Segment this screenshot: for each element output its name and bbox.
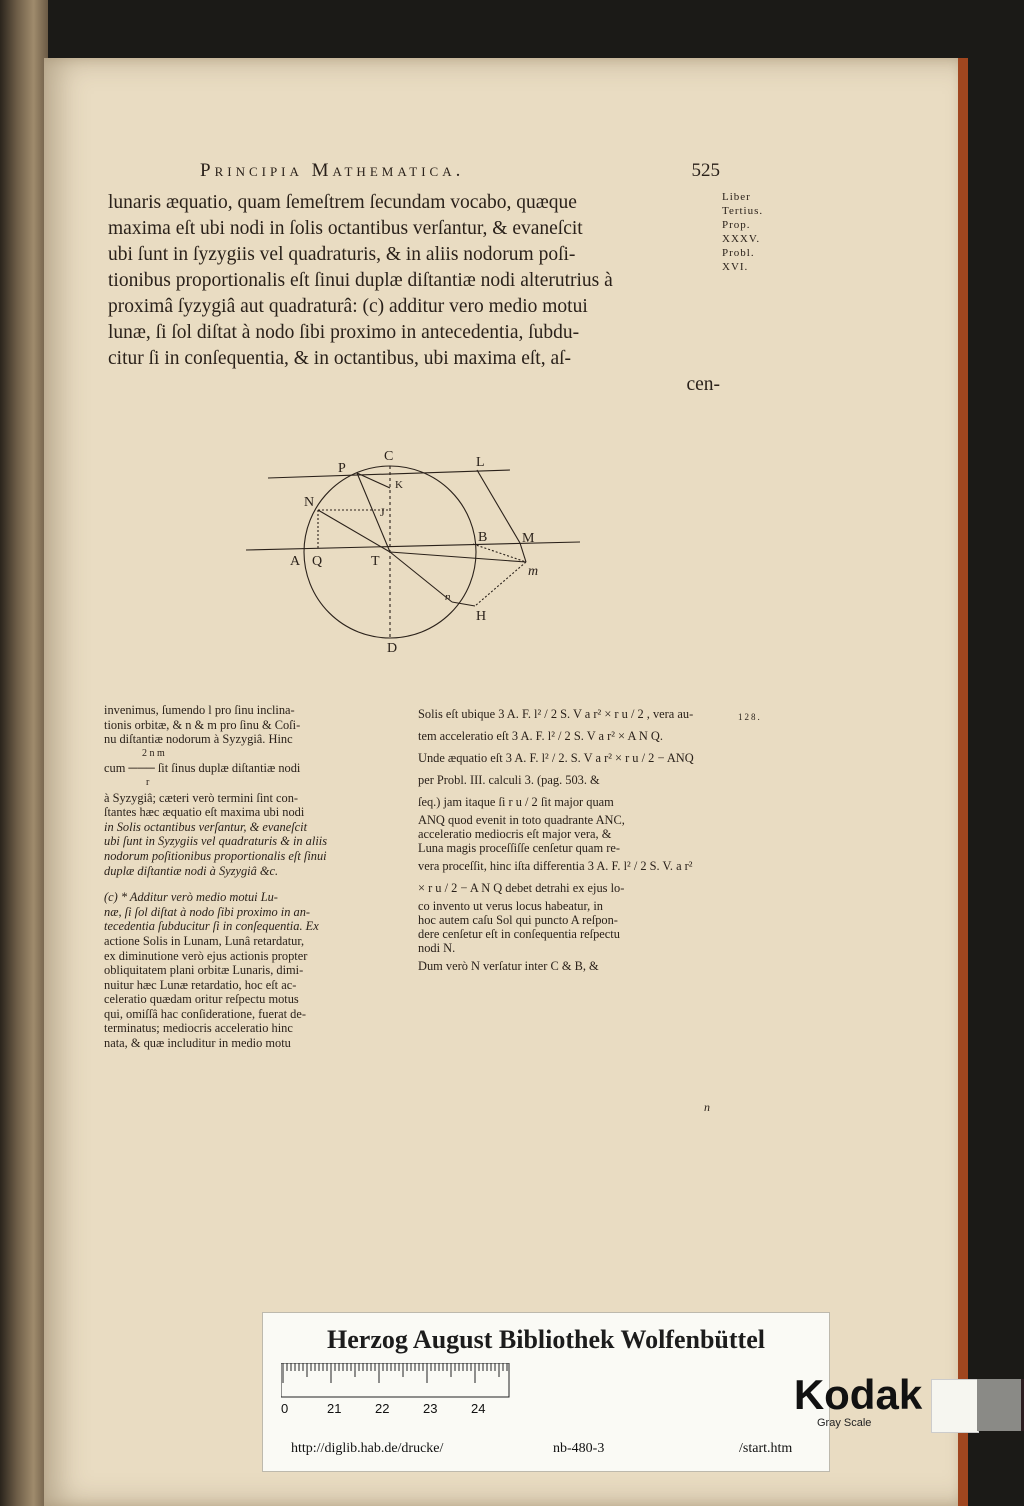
- ruler-number: 22: [375, 1401, 390, 1416]
- label-n: N: [304, 495, 315, 510]
- main-catchword: cen-: [686, 374, 720, 395]
- commentary-line: invenimus, ſumendo l pro ſinu inclina-: [104, 703, 295, 717]
- margin-note-line: Liber: [722, 191, 751, 203]
- main-paragraph: [108, 190, 720, 398]
- geometric-diagram: [230, 440, 590, 660]
- gray-scale-label: Gray Scale: [817, 1417, 872, 1429]
- white-patch: [931, 1379, 979, 1433]
- commentary-line: nu diſtantiæ nodorum à Syzygiâ. Hinc: [104, 732, 293, 747]
- label-k: K: [395, 479, 403, 491]
- commentary-line: Luna magis proceſſiſſe cenſetur quam re-: [418, 841, 620, 855]
- commentary-line: næ, ſi ſol diſtat à nodo ſibi proximo in an-: [104, 904, 311, 919]
- label-m-small: m: [528, 564, 539, 579]
- commentary-line: vera proceſſit, hinc iſta differentia 3 A. F. l² / 2 S. V. a r²: [418, 859, 693, 873]
- commentary-gap: [104, 878, 400, 890]
- label-t: T: [371, 554, 380, 569]
- label-d: D: [387, 641, 398, 656]
- commentary-line: ſeq.) jam itaque ſi r u / 2 ſit major quam: [418, 795, 614, 809]
- commentary-line: tionis orbitæ, & n & m pro ſinu & Coſi-: [104, 717, 301, 732]
- margin-note: [722, 190, 802, 274]
- ruler-scale: [281, 1363, 777, 1403]
- label-m: M: [522, 531, 535, 546]
- label-j: J: [380, 505, 385, 519]
- commentary-line: ſtantes hæc æquatio eſt maxima ubi nodi: [104, 805, 305, 820]
- main-line: citur ſi in conſequentia, & in octantibus, ubi maxima eſt, aſ-: [108, 348, 572, 369]
- main-line: maxima eſt ubi nodi in ſolis octantibus verſantur, & evaneſcit: [108, 218, 583, 239]
- diagram-svg: [230, 440, 590, 660]
- commentary-line: per Probl. III. calculi 3. (pag. 503. &: [418, 773, 600, 787]
- main-line: ubi ſunt in ſyzygiis vel quadraturis, & in aliis nodorum poſi-: [108, 244, 576, 265]
- label-b: B: [478, 530, 488, 545]
- commentary-line: tem acceleratio eſt 3 A. F. l² / 2 S. V a r² × A N Q.: [418, 729, 663, 743]
- main-line: lunæ, ſi ſol diſtat à nodo ſibi proximo in antecedentia, ſubdu-: [108, 322, 580, 343]
- commentary-line: ubi ſunt in Syzygiis vel quadraturis & in aliis: [104, 834, 328, 849]
- commentary-line: 2 n m: [142, 747, 165, 759]
- library-color-card: [262, 1312, 923, 1472]
- line-nh: [452, 602, 475, 606]
- ruler-number: 23: [423, 1401, 438, 1416]
- column-margin-number: 128.: [738, 712, 762, 722]
- main-line: proximâ ſyzygiâ aut quadraturâ: (c) additur vero medio motui: [108, 296, 588, 317]
- commentary-line: cum ─── ſit ſinus duplæ diſtantiæ nodi: [104, 761, 301, 776]
- commentary-line: celeratio quædam oritur reſpectu motus: [104, 992, 299, 1007]
- label-c: C: [384, 449, 394, 464]
- kodak-logo: Kodak: [793, 1371, 923, 1418]
- upper-line: [268, 470, 510, 478]
- line-tn: [390, 552, 452, 602]
- running-header: [200, 160, 720, 188]
- commentary-line: in Solis octantibus verſantur, & evaneſcit: [104, 819, 308, 834]
- margin-note-line: XXXV.: [722, 233, 761, 245]
- card-url: http://diglib.hab.de/drucke/: [291, 1441, 444, 1456]
- commentary-line: nodorum poſitionibus proportionalis eſt ſinui: [104, 848, 327, 863]
- line-mh: [475, 562, 526, 606]
- commentary-line: Unde æquatio eſt 3 A. F. l² / 2. S. V a r² × r u / 2 − ANQ: [418, 751, 694, 765]
- book-spine-edge: [0, 0, 48, 1506]
- ruler-number: 24: [471, 1401, 486, 1416]
- label-h: H: [476, 609, 487, 624]
- commentary-line: actione Solis in Lunam, Lunâ retardatur,: [104, 933, 305, 948]
- label-p: P: [338, 461, 346, 476]
- commentary-line: nodi N.: [418, 941, 456, 955]
- commentary-line: hoc autem caſu Sol qui puncto A reſpon-: [418, 913, 618, 927]
- label-q: Q: [312, 554, 323, 569]
- label-n-small: n: [445, 591, 451, 603]
- card-start-page: /start.htm: [739, 1441, 793, 1456]
- label-a: A: [290, 554, 301, 569]
- commentary-line: ex diminutione verò ejus actionis propter: [104, 948, 308, 963]
- commentary-line: duplæ diſtantiæ nodi à Syzygiâ &c.: [104, 863, 279, 878]
- main-line: tionibus proportionalis eſt ſinui duplæ diſtantiæ nodi alterutrius à: [108, 270, 613, 291]
- card-id: nb-480-3: [553, 1441, 605, 1456]
- commentary-line: × r u / 2 − A N Q debet detrahi ex ejus lo-: [418, 881, 625, 895]
- margin-note-line: Tertius.: [722, 205, 764, 217]
- right-commentary-column: [418, 703, 724, 977]
- line-bm: [473, 544, 526, 562]
- gray-patch: [977, 1379, 1021, 1431]
- commentary-line: Dum verò N verſatur inter C & B, &: [418, 959, 599, 973]
- left-commentary-column: [104, 703, 400, 1051]
- commentary-line: Solis eſt ubique 3 A. F. l² / 2 S. V a r² × r u / 2 , vera au-: [418, 707, 694, 721]
- commentary-line: tecedentia ſubducitur ſi in conſequentia. Ex: [104, 919, 319, 934]
- ruler-number: 21: [327, 1401, 342, 1416]
- commentary-line: co invento ut verus locus habeatur, in: [418, 899, 603, 913]
- commentary-line: dere cenſetur eſt in conſequentia reſpectu: [418, 927, 620, 941]
- page-red-edge: [958, 58, 968, 1506]
- commentary-line: obliquitatem plani orbitæ Lunaris, dimi-: [104, 963, 304, 978]
- commentary-line: acceleratio mediocris eſt major vera, &: [418, 827, 612, 841]
- commentary-line: nuitur hæc Lunæ retardatio, hoc eſt ac-: [104, 977, 297, 992]
- margin-note-line: Prop.: [722, 219, 751, 231]
- margin-note-line: Probl.: [722, 247, 755, 259]
- commentary-line: r: [146, 776, 150, 788]
- ruler-number: 0: [281, 1401, 289, 1416]
- commentary-line: (c) * Additur verò medio motui Lu-: [104, 890, 278, 905]
- commentary-line: à Syzygiâ; cæteri verò termini ſint con-: [104, 790, 299, 805]
- commentary-line: terminatus; mediocris acceleratio hinc: [104, 1021, 293, 1036]
- label-l: L: [476, 455, 485, 470]
- commentary-line: ANQ quod evenit in toto quadrante ANC,: [418, 813, 625, 827]
- line-tm: [390, 552, 526, 562]
- header-title: Principia Mathematica.: [200, 160, 465, 181]
- line-pt: [357, 473, 390, 552]
- card-title: Herzog August Bibliothek Wolfenbüttel: [327, 1325, 765, 1354]
- main-line: lunaris æquatio, quam ſemeſtrem ſecundam vocabo, quæque: [108, 192, 577, 213]
- margin-note-line: XVI.: [722, 261, 749, 273]
- page-number: 525: [691, 160, 720, 181]
- column-catchword: n: [704, 1100, 710, 1114]
- commentary-line: nata, & quæ includitur in medio motu: [104, 1036, 291, 1051]
- commentary-line: qui, omiſſâ hac conſideratione, fuerat de-: [104, 1006, 306, 1021]
